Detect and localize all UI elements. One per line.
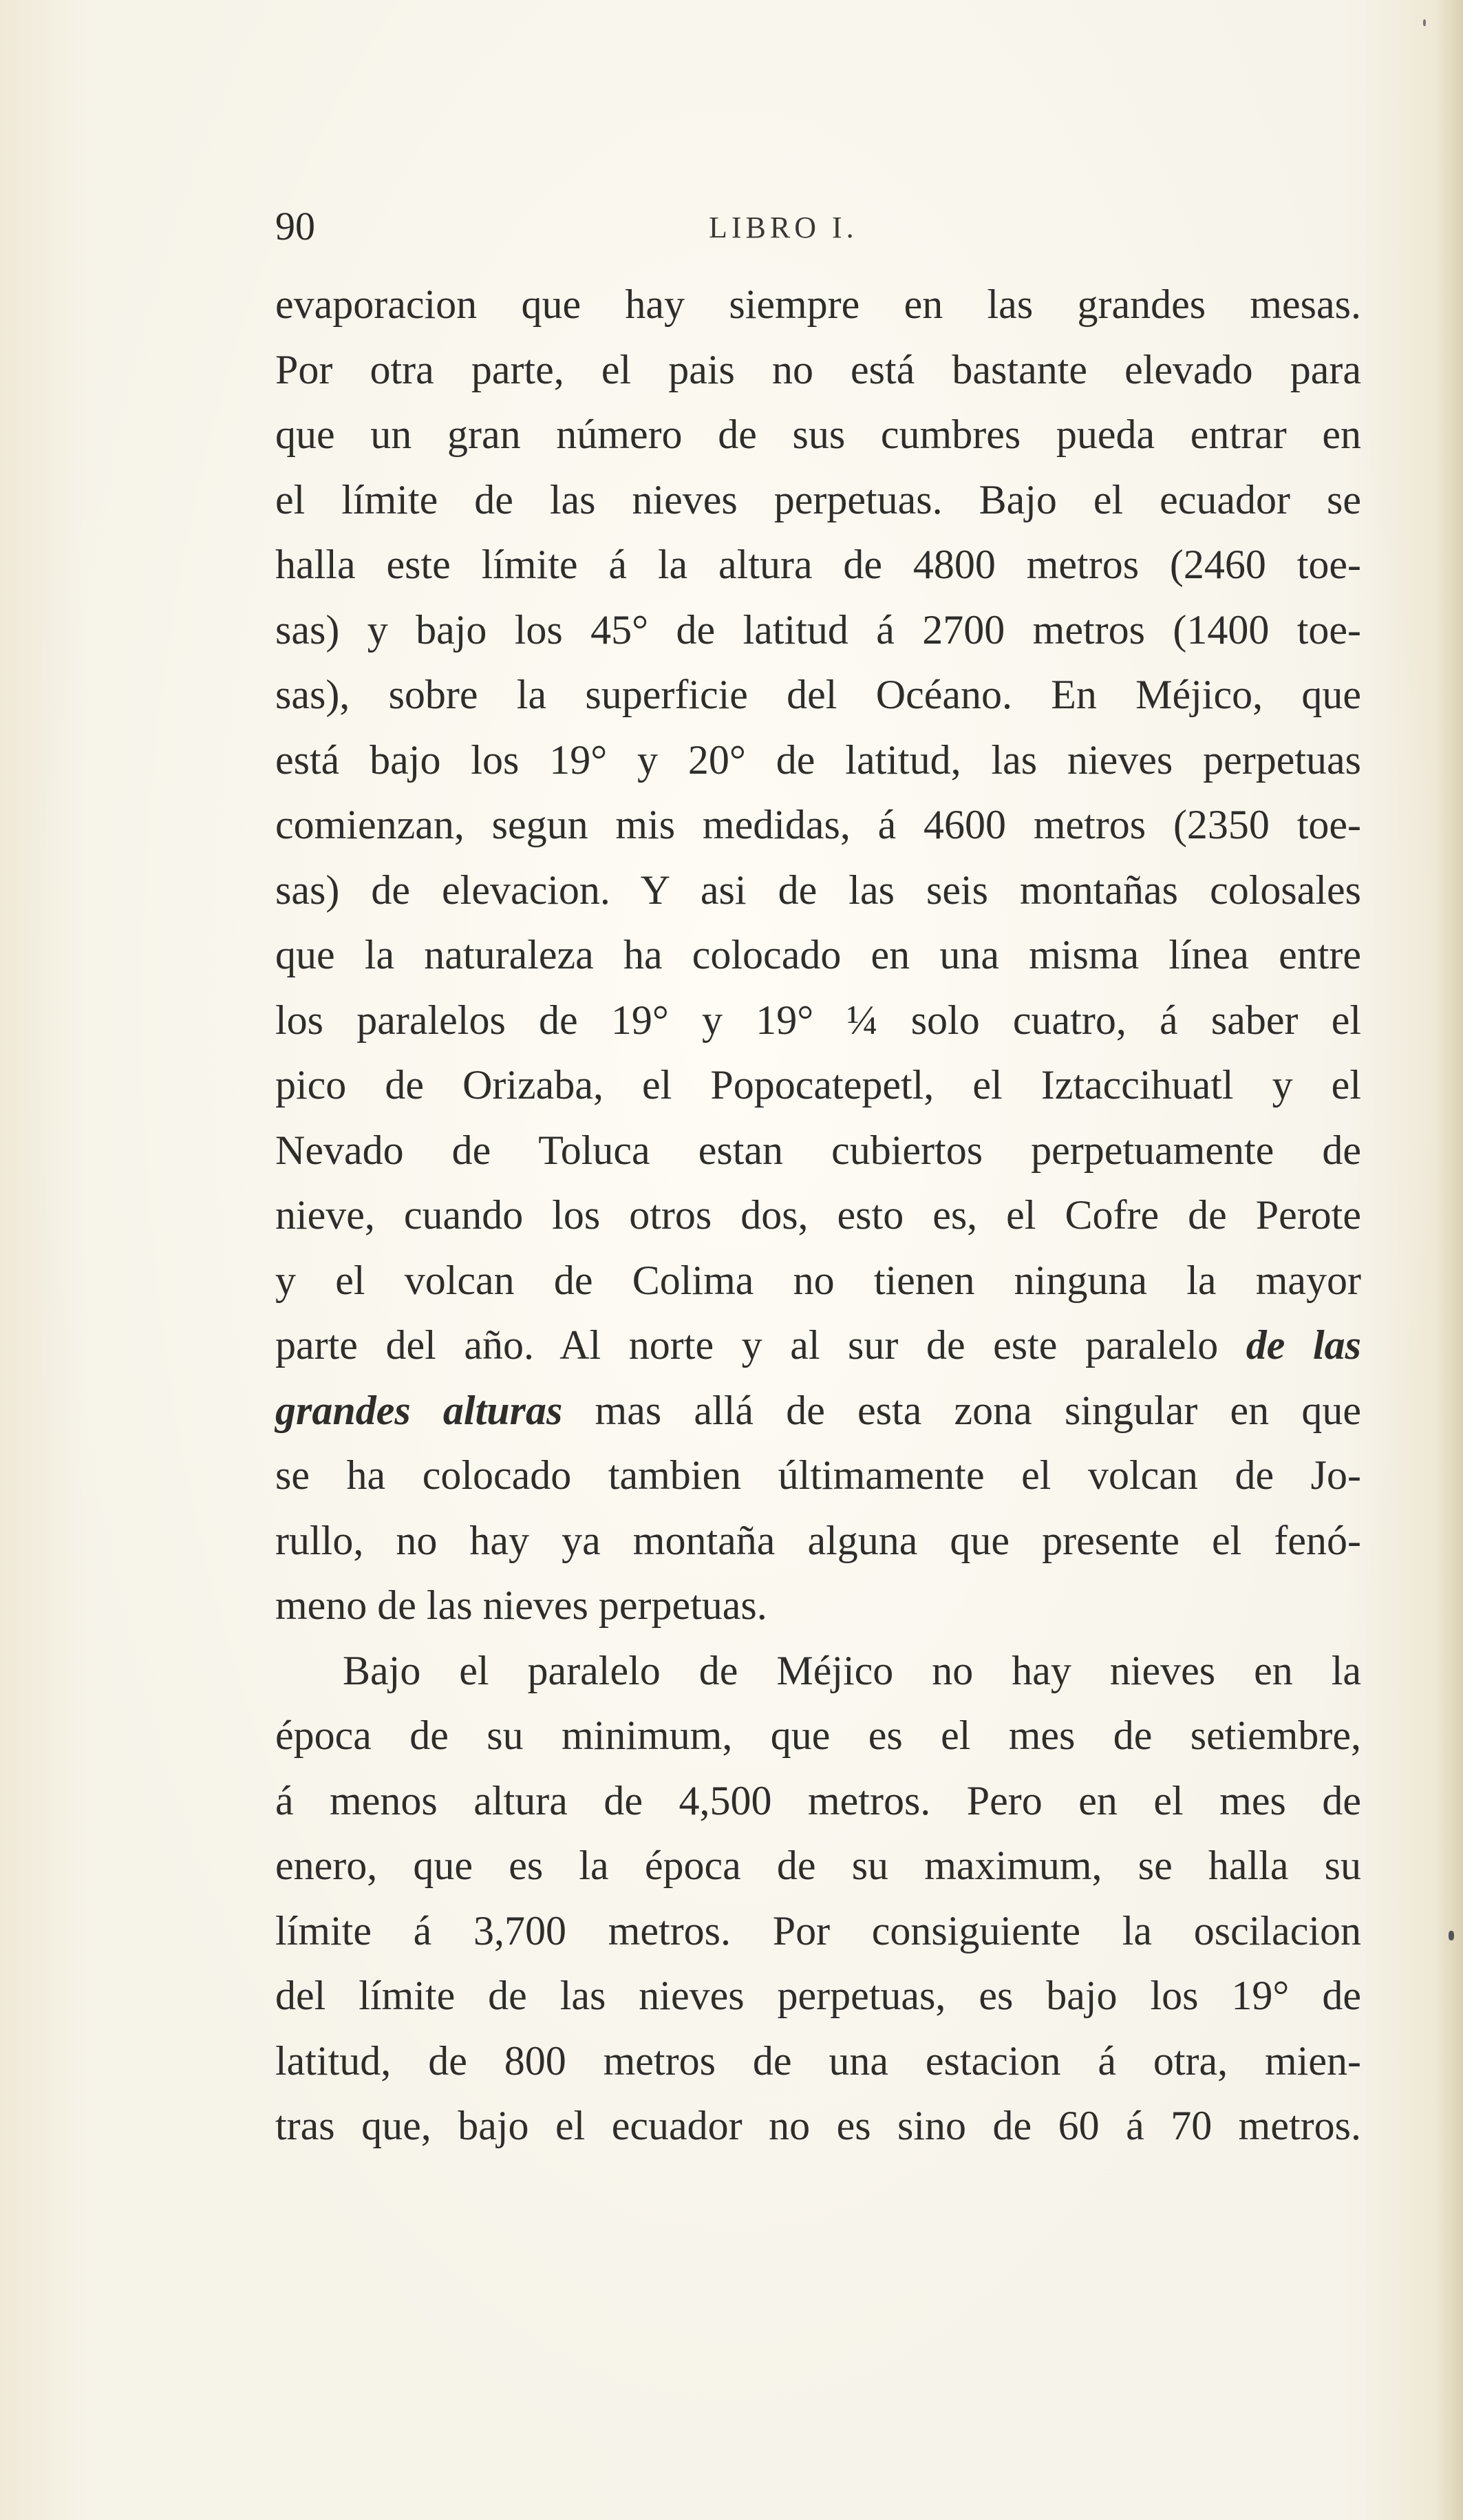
paragraph-2 <box>275 1638 1361 2159</box>
text-line: meno de las nieves perpetuas. <box>275 1582 767 1628</box>
text-line: Nevado de Toluca estan cubiertos perpetuamente de <box>275 1127 1361 1173</box>
text-line-with-italic <box>275 1378 1361 1443</box>
text-line: halla este límite á la altura de 4800 metros (2460 toe- <box>275 542 1361 587</box>
body-text <box>275 272 1361 2159</box>
text-line: evaporacion que hay siempre en las grandes mesas. <box>275 282 1361 327</box>
italic-phrase: grandes alturas <box>275 1387 563 1433</box>
page-number: 90 <box>275 204 315 248</box>
ink-speck <box>1423 19 1426 26</box>
text-line: los paralelos de 19° y 19° ¼ solo cuatro, á saber el <box>275 997 1361 1043</box>
text-line: Bajo el paralelo de Méjico no hay nieves en la <box>343 1647 1361 1693</box>
page-header <box>275 203 1361 258</box>
running-head: LIBRO I. <box>709 211 858 244</box>
text-line: rullo, no hay ya montaña alguna que presente el fenó- <box>275 1517 1361 1563</box>
text-line: tras que, bajo el ecuador no es sino de 60 á 70 metros. <box>275 2103 1361 2148</box>
text-line: Por otra parte, el pais no está bastante elevado para <box>275 346 1361 392</box>
text-line: del límite de las nieves perpetuas, es bajo los 19° de <box>275 1973 1361 2018</box>
ink-speck <box>1449 1931 1454 1940</box>
text-line: nieve, cuando los otros dos, esto es, el Cofre de Perote <box>275 1192 1361 1238</box>
text-line: latitud, de 800 metros de una estacion á otra, mien- <box>275 2037 1361 2084</box>
italic-phrase: de las <box>1246 1322 1362 1368</box>
text-line: el límite de las nieves perpetuas. Bajo el ecuador se <box>275 476 1361 522</box>
text-line: límite á 3,700 metros. Por consiguiente la oscilacion <box>275 1907 1361 1953</box>
text-line: comienzan, segun mis medidas, á 4600 metros (2350 toe- <box>275 802 1361 847</box>
text-segment: mas allá de esta zona singular en que <box>562 1387 1361 1433</box>
paragraph-1 <box>275 272 1361 1638</box>
text-line: á menos altura de 4,500 metros. Pero en el mes de <box>275 1777 1361 1823</box>
text-line: que la naturaleza ha colocado en una misma línea entre <box>275 932 1361 977</box>
text-line: enero, que es la época de su maximum, se halla su <box>275 1843 1361 1888</box>
text-line: sas), sobre la superficie del Océano. En Méjico, que <box>275 672 1361 717</box>
text-line: sas) y bajo los 45° de latitud á 2700 metros (1400 toe- <box>275 606 1361 653</box>
text-line: que un gran número de sus cumbres pueda entrar en <box>275 412 1361 457</box>
text-line: sas) de elevacion. Y asi de las seis montañas colosales <box>275 867 1361 913</box>
text-line: está bajo los 19° y 20° de latitud, las nieves perpetuas <box>275 737 1361 783</box>
text-line-with-italic <box>275 1313 1361 1378</box>
page-edge-shadow <box>1435 0 1463 2520</box>
text-line: época de su minimum, que es el mes de setiembre, <box>275 1713 1361 1758</box>
text-segment: parte del año. Al norte y al sur de este paralelo <box>275 1322 1219 1368</box>
text-line: se ha colocado tambien últimamente el volcan de Jo- <box>275 1452 1361 1498</box>
text-line: y el volcan de Colima no tienen ninguna la mayor <box>275 1257 1361 1303</box>
text-line: pico de Orizaba, el Popocatepetl, el Iztaccihuatl y el <box>275 1062 1361 1108</box>
